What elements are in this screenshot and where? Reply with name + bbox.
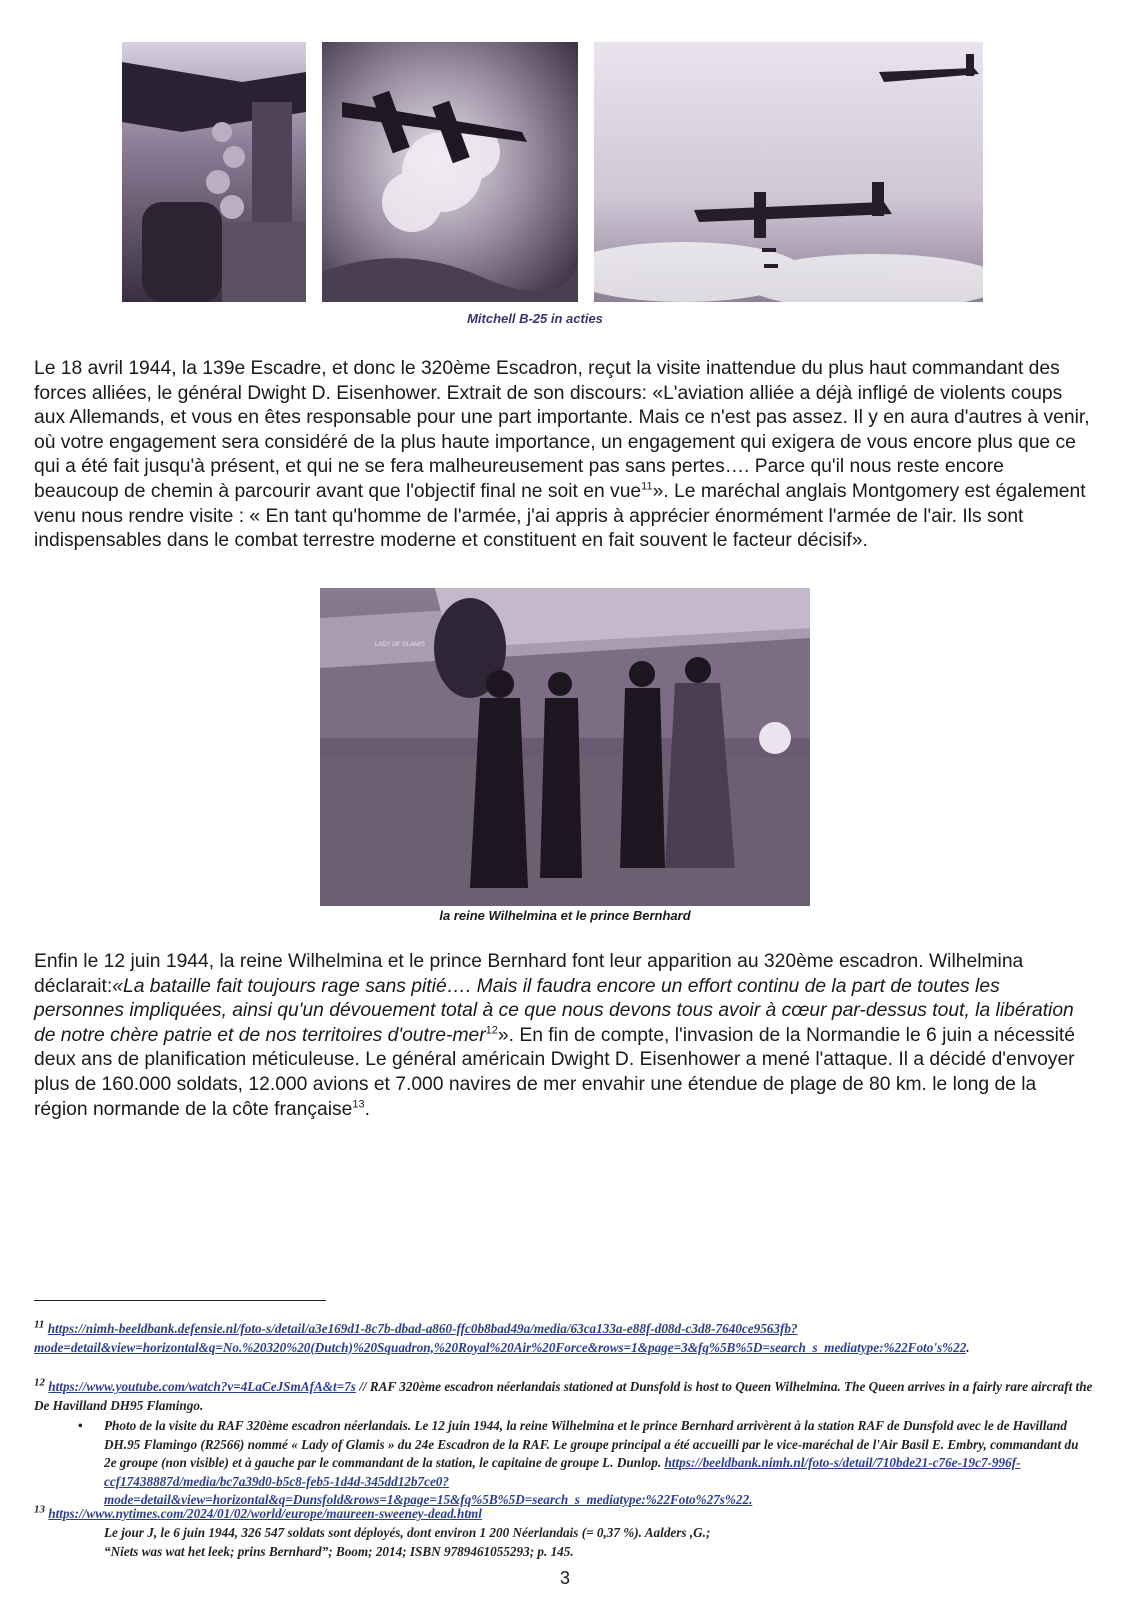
footnote-link[interactable]: https://www.nytimes.com/2024/01/02/world/europe/maureen-sweeney-dead.html <box>48 1506 482 1521</box>
footnote-ref[interactable]: 13 <box>352 1098 365 1111</box>
footnote-text: “Niets was wat het leek; prins Bernhard”; Boom; 2014; ISBN 9789461055293; p. 145. <box>104 1543 574 1559</box>
body-paragraph-1 <box>34 357 1090 554</box>
footnote-number: 12 <box>34 1376 45 1389</box>
paragraph-text: Le 18 avril 1944, la 139e Escadre, et donc le 320ème Escadron, reçut la visite inattendue du plus haut commandant des forces alliées, le général Dwight D. Eisenhower. Extrait de son discours: «L'aviation alliée a déjà infligé de violents coups aux Allemands, et vous en êtes responsable pour une part importante. Mais ce n'est pas assez. Il y en aura d'autres à venir, où votre engagement sera considéré de la plus haute importance, un engagement qui exigera de vous encore plus que ce qui a été fait jusqu'à présent, et qui ne se fera malheureusement pas sans pertes…. Parce qu'il nous reste encore beaucoup de chemin à parcourir avant que l'objectif final ne soit en vue <box>34 358 1090 502</box>
bombers-in-flight-photo <box>594 42 983 302</box>
footnote-link[interactable]: https://beeldbank.nimh.nl/foto-s/detail/710bde21-c76e-19c7-996f-ccf17438887d/media/bc7a39d0-b5c8-feb5-1d4d-345dd12b7ce0?mode=detail&view=horizontal&q=Dunsfold&rows=1&page=15&fq%5B%5D=search_s_mediatype:%22Foto%27s%22. <box>104 1455 1021 1508</box>
footnote-text: Le jour J, le 6 juin 1944, 326 547 soldats sont déployés, dont environ 1 200 Néerlandais (= 0,37 %). Aalders ,G.; <box>104 1525 711 1540</box>
figure-caption: Mitchell B-25 in acties <box>467 311 603 326</box>
footnote-number: 11 <box>34 1318 45 1331</box>
quote-text: «La bataille fait toujours rage sans pitié…. Mais il faudra encore un effort continu de la part de toutes les personnes impliquées, ainsi qu'un dévouement total à ce que nous devons tous avoir à cœur par-dessus tout, la libération de notre chère patrie et de nos territoires d'outre-mer <box>34 975 1074 1046</box>
footnote-link[interactable]: https://www.youtube.com/watch?v=4LaCeJSmAfA&t=7s <box>48 1379 356 1394</box>
footnote-text: . <box>966 1339 970 1355</box>
aircraft-name-label: LADY OF GLAMIS <box>375 642 425 648</box>
footnote-12 <box>34 1378 1094 1415</box>
bomber-over-target-photo <box>322 42 578 302</box>
footnote-12-bullet <box>78 1417 1094 1510</box>
page-number: 3 <box>559 1568 570 1588</box>
footnote-text: // RAF 320ème escadron néerlandais stationed at Dunsfold is host to Queen Wilhelmina. The Queen arrives in a fairly rare aircraft the De Havilland DH95 Flamingo. <box>34 1379 1093 1413</box>
bomb-loading-photo <box>122 42 306 302</box>
body-paragraph-2 <box>34 950 1090 1122</box>
footnote-ref[interactable]: 11 <box>641 480 653 493</box>
footnote-separator <box>34 1300 326 1301</box>
footnote-11 <box>34 1320 1094 1357</box>
footnote-13 <box>34 1505 1094 1524</box>
footnote-link[interactable]: https://nimh-beeldbank.defensie.nl/foto-s/detail/a3e169d1-8c7b-dbad-a860-ffc0b8bad49a/media/63ca133a-e88f-d08d-c3d8-7640ce9563fb?mode=detail&view=horizontal&q=No.%20320%20(Dutch)%20Squadron,%20Royal%20Air%20Force&rows=1&page=3&fq%5B%5D=search_s_mediatype:%22Foto's%22 <box>34 1321 967 1355</box>
paragraph-text: . <box>364 1098 370 1120</box>
paragraph-text: ». En fin de compte, l'invasion de la Normandie le 6 juin a nécessité deux ans de planification méticuleuse. Le général américain Dwight D. Eisenhower a mené l'attaque. Il a décidé d'envoyer plus de 160.000 soldats, 12.000 avions et 7.000 navires de mer envahir une étendue de plage de 80 km. le long de la région normande de la côte française <box>34 1024 1076 1120</box>
queen-visit-photo <box>320 588 810 906</box>
paragraph-text: Enfin le 12 juin 1944, la reine Wilhelmina et le prince Bernhard font leur apparition au 320ème escadron. Wilhelmina déclarait: <box>34 951 1024 997</box>
figure-caption: la reine Wilhelmina et le prince Bernhard <box>439 908 691 923</box>
footnote-text: Photo de la visite du RAF 320ème escadron néerlandais. Le 12 juin 1944, la reine Wilhelmina et le prince Bernhard arrivèrent à la station RAF de Dunsfold avec le de Havilland DH.95 Flamingo (R2566) nommé « Lady of Glamis » du 24e Escadron de la RAF. Le groupe principal a été accueilli par le vice-maréchal de l'Air Basil E. Embry, commandant du 2e groupe (non visible) et à gauche par le commandant de la station, le capitaine de groupe L. Dunlop. <box>104 1418 1079 1471</box>
footnote-number: 13 <box>34 1503 45 1516</box>
paragraph-text: ». Le maréchal anglais Montgomery est également venu nous rendre visite : « En tant qu'homme de l'armée, j'ai appris à apprécier énormément l'armée de l'air. Ils sont indispensables dans le combat terrestre moderne et constituent en fait souvent le facteur décisif». <box>34 480 1086 552</box>
footnote-ref[interactable]: 12 <box>485 1024 498 1037</box>
bullet-icon: • <box>78 1418 83 1433</box>
footnote-13-reference <box>104 1524 1094 1561</box>
